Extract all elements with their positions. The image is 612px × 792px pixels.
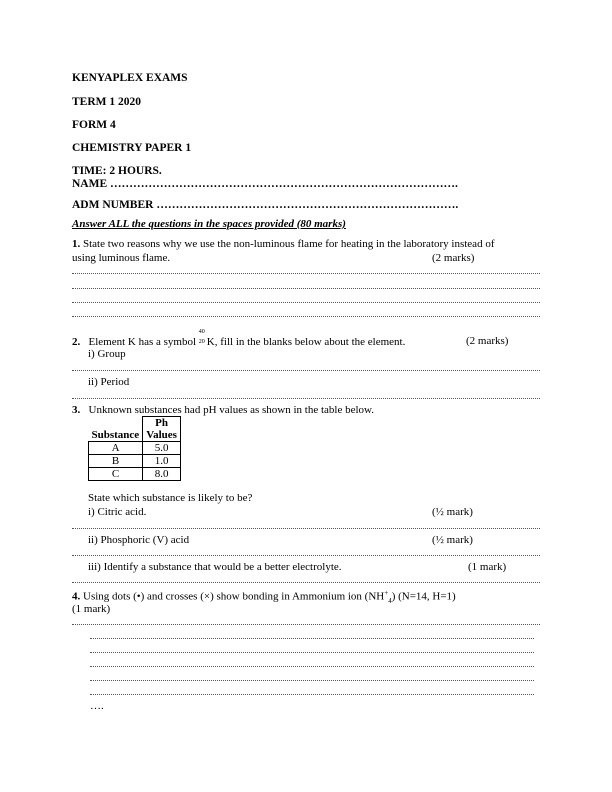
- form: FORM 4: [72, 119, 116, 131]
- q1-question: State two reasons why we use the non-luminous flame for heating in the laboratory instead of: [83, 238, 495, 250]
- q4-text: [72, 589, 456, 605]
- substance-header: Substance: [89, 417, 143, 442]
- table-row: [89, 455, 181, 468]
- ph-header-line1: Ph: [155, 417, 168, 429]
- answer-line: [90, 652, 534, 653]
- exam-time: TIME: 2 HOURS.: [72, 165, 162, 177]
- answer-line: [72, 398, 540, 399]
- table-row: [89, 468, 181, 481]
- q4-question-end: ) (N=14, H=1): [391, 590, 456, 603]
- answer-line: [72, 528, 540, 529]
- answer-line: [72, 316, 540, 317]
- answer-line: [72, 370, 540, 371]
- paper-title: CHEMISTRY PAPER 1: [72, 142, 192, 154]
- name-field: NAME ……………………………………………………………………………….: [72, 178, 458, 190]
- table-header-row: [89, 417, 181, 442]
- answer-line: [72, 555, 540, 556]
- q4-question-start: Using dots (•) and crosses (×) show bonding in Ammonium ion (NH: [83, 590, 385, 603]
- instructions: Answer ALL the questions in the spaces provided (80 marks): [72, 218, 346, 230]
- q3-number: 3.: [72, 404, 81, 416]
- q2-marks: (2 marks): [466, 335, 509, 347]
- q2-number: 2.: [72, 336, 81, 348]
- answer-line: [72, 302, 540, 303]
- q3-prompt: State which substance is likely to be?: [88, 492, 253, 504]
- adm-number-field: ADM NUMBER …………………………………………………………………….: [72, 199, 459, 211]
- answer-ellipsis: ….: [90, 700, 104, 712]
- q1-text-line2: using luminous flame.: [72, 252, 171, 264]
- atomic-number: 20: [198, 339, 205, 345]
- isotope-notation: [198, 329, 207, 345]
- q2-question-end: K, fill in the blanks below about the element.: [206, 336, 406, 348]
- q3-part-iii-marks: (1 mark): [468, 561, 507, 573]
- q1-number: 1.: [72, 238, 81, 250]
- school-name: KENYAPLEX EXAMS: [72, 72, 188, 84]
- q1-marks: (2 marks): [432, 252, 475, 264]
- table-row: [89, 442, 181, 455]
- answer-line: [90, 666, 534, 667]
- ph-value-cell: 8.0: [143, 468, 181, 481]
- q3-part-i-marks: (½ mark): [432, 506, 473, 518]
- answer-line: [90, 680, 534, 681]
- q3-text: [72, 404, 374, 416]
- ph-header-line2: Values: [146, 429, 177, 441]
- q2-part-ii: ii) Period: [88, 376, 130, 388]
- substance-cell: A: [89, 442, 143, 455]
- q4-marks: (1 mark): [72, 603, 111, 615]
- term: TERM 1 2020: [72, 96, 141, 108]
- count-subscript: 4: [388, 596, 392, 605]
- q2-part-i: i) Group: [88, 348, 126, 360]
- q2-question-start: Element K has a symbol: [88, 336, 197, 348]
- answer-line: [72, 624, 540, 625]
- q3-part-ii: ii) Phosphoric (V) acid: [88, 534, 190, 546]
- q4-number: 4.: [72, 590, 81, 603]
- q1-text-line1: [72, 238, 494, 250]
- charge-superscript: +: [384, 589, 389, 597]
- ph-values-header: [143, 417, 181, 442]
- substance-cell: B: [89, 455, 143, 468]
- q3-part-ii-marks: (½ mark): [432, 534, 473, 546]
- answer-line: [90, 694, 534, 695]
- q2-text: [72, 329, 406, 348]
- answer-line: [72, 273, 540, 274]
- answer-line: [72, 582, 540, 583]
- ph-value-cell: 5.0: [143, 442, 181, 455]
- answer-line: [72, 288, 540, 289]
- ph-value-cell: 1.0: [143, 455, 181, 468]
- q3-question: Unknown substances had pH values as shown in the table below.: [88, 404, 375, 416]
- substance-cell: C: [89, 468, 143, 481]
- q3-part-iii: iii) Identify a substance that would be a better electrolyte.: [88, 561, 342, 573]
- answer-line: [90, 638, 534, 639]
- ph-table: [88, 416, 181, 481]
- q3-part-i: i) Citric acid.: [88, 506, 147, 518]
- mass-number: 40: [198, 329, 205, 335]
